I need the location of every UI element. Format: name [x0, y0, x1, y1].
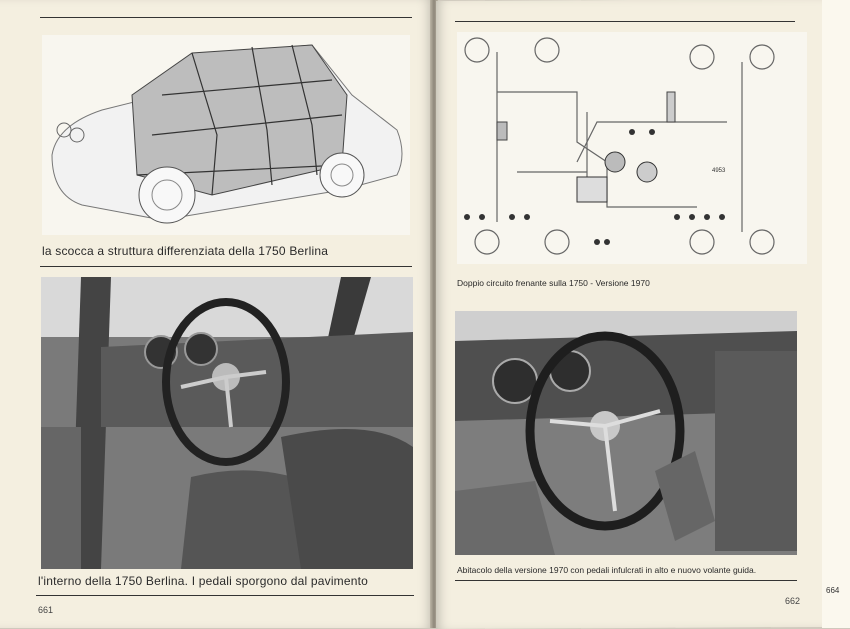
page-number-next-edge: 664 — [826, 586, 840, 595]
next-page-edge — [822, 0, 850, 628]
page-number-left: 661 — [38, 605, 54, 615]
caption-rule — [40, 266, 412, 267]
caption-brake-circuit: Doppio circuito frenante sulla 1750 - Versione 1970 — [457, 278, 650, 288]
bottom-caption-rule — [36, 595, 414, 596]
interior-photo-1750 — [41, 277, 413, 569]
caption-interior-1750: l'interno della 1750 Berlina. I pedali sporgono dal pavimento — [38, 574, 369, 588]
caption-interior-1970: Abitacolo della versione 1970 con pedali infulcrati in alto e nuovo volante guida. — [457, 565, 757, 575]
diagram-label: 4953 — [712, 168, 726, 174]
top-rule — [40, 17, 412, 18]
caption-body-shell: la scocca a struttura differenziata della 1750 Berlina — [42, 244, 329, 258]
body-shell-illustration — [42, 35, 410, 235]
page-number-right: 662 — [785, 596, 801, 606]
top-rule-right — [455, 21, 795, 22]
interior-photo-1970 — [455, 311, 797, 555]
bottom-rule-right — [455, 580, 797, 581]
brake-circuit-diagram — [457, 32, 807, 264]
